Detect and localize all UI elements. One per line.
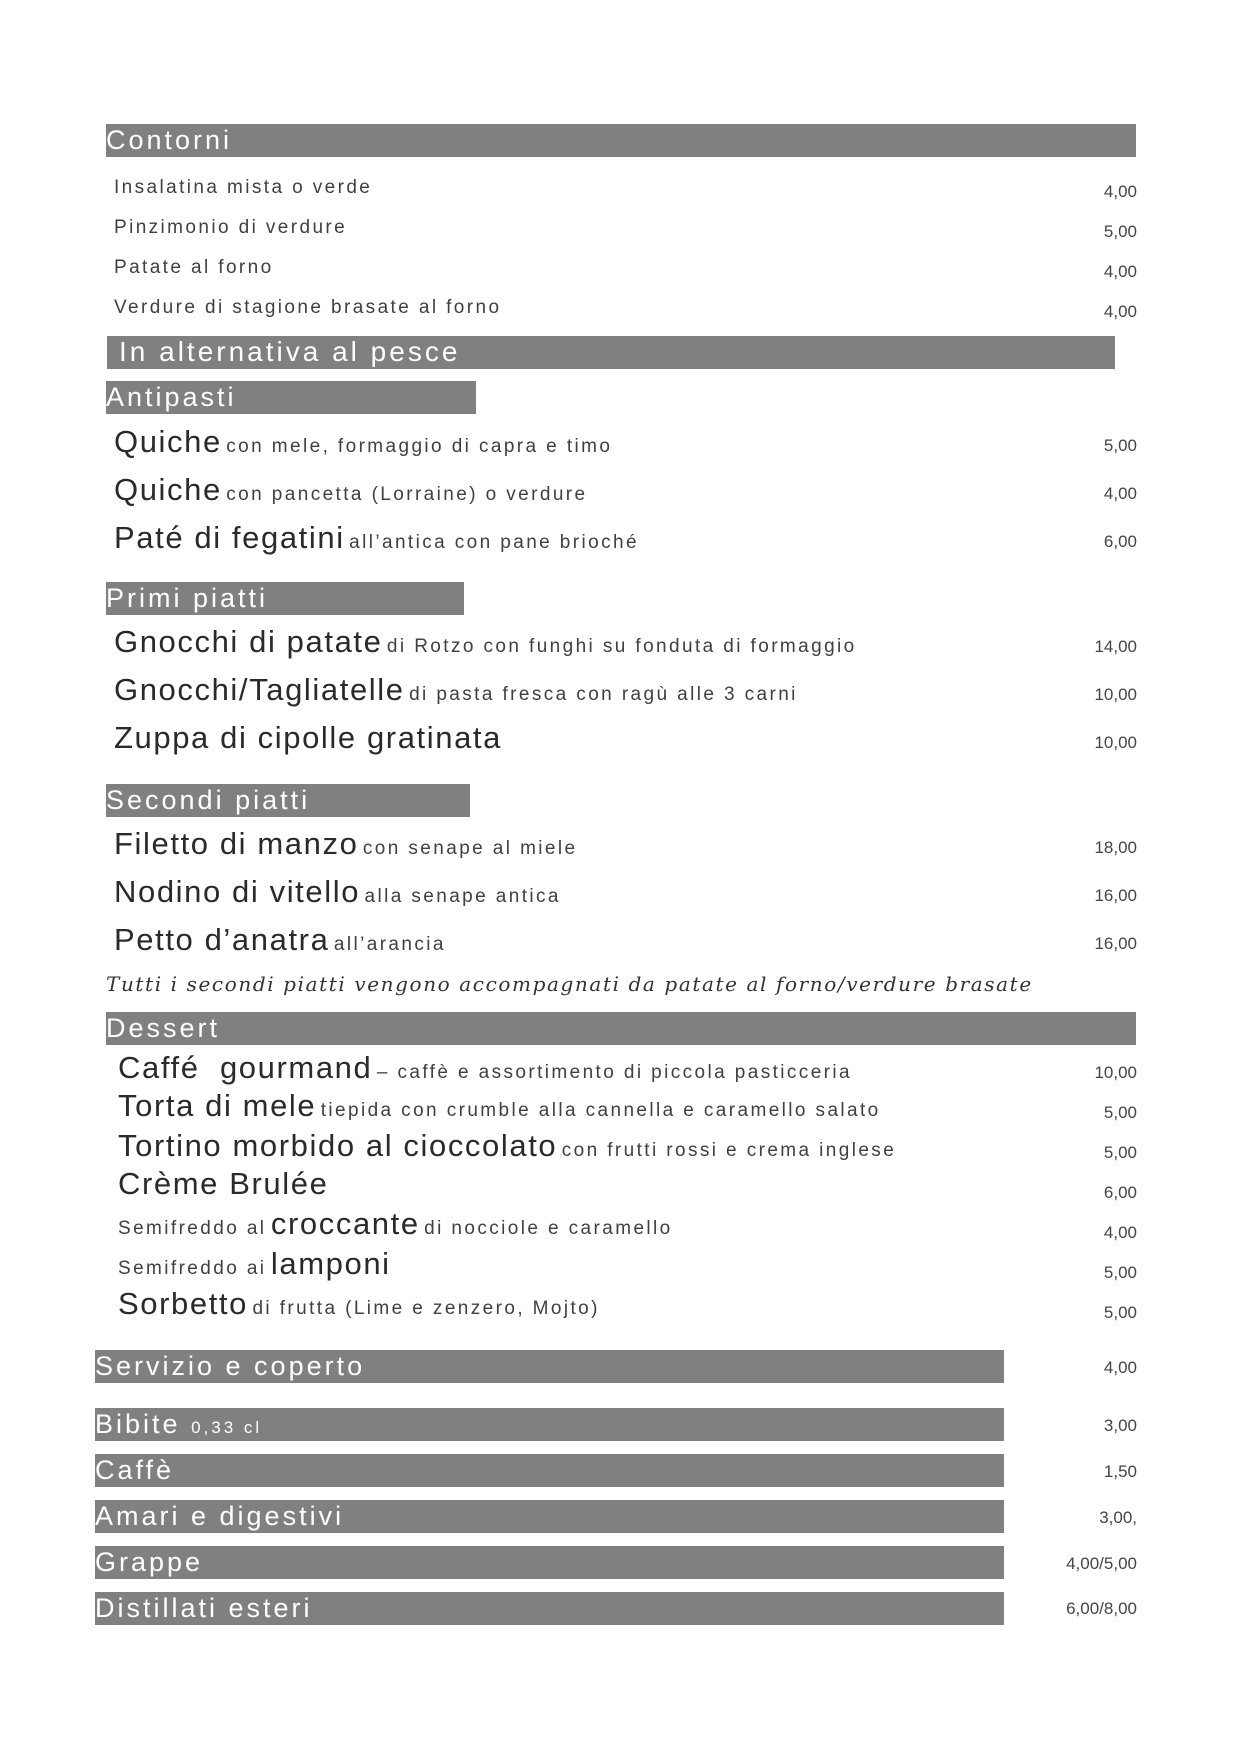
extra-price: 3,00	[1103, 1416, 1137, 1435]
menu-item	[114, 520, 639, 556]
item-name: Caffé gourmand	[118, 1050, 373, 1085]
item-name: Quiche	[114, 472, 222, 507]
extra-row-grappe	[95, 1546, 1004, 1579]
item-price: 5,00	[1103, 1103, 1137, 1122]
item-price: 5,00	[1103, 1303, 1137, 1322]
section-title: Antipasti	[106, 382, 237, 412]
extra-row-bibite	[95, 1408, 1004, 1441]
item-name: Verdure di stagione brasate al forno	[114, 297, 502, 318]
item-price: 4,00	[1103, 484, 1137, 503]
section-header-contorni	[106, 124, 1136, 157]
extra-title: Amari e digestivi	[95, 1501, 345, 1531]
menu-item	[118, 1128, 896, 1164]
extra-row-distillati	[95, 1592, 1004, 1625]
extra-title: Bibite	[95, 1409, 181, 1439]
section-title: Contorni	[106, 125, 233, 155]
menu-item	[118, 1166, 328, 1202]
extra-price: 3,00,	[1099, 1508, 1137, 1527]
menu-item	[114, 874, 561, 910]
item-desc: di Rotzo con funghi su fonduta di formaggio	[386, 636, 857, 657]
item-name: Crème Brulée	[118, 1166, 329, 1201]
menu-item	[114, 424, 612, 460]
item-desc: all’antica con pane brioché	[349, 532, 639, 553]
extra-title: Servizio e coperto	[95, 1351, 366, 1381]
item-name: croccante	[270, 1206, 420, 1241]
section-title: Dessert	[106, 1013, 221, 1043]
item-desc: tiepida con crumble alla cannella e caramello salato	[320, 1100, 881, 1121]
item-price: 4,00	[1103, 182, 1137, 201]
extra-row-amari	[95, 1500, 1004, 1533]
item-prefix: Semifreddo ai	[118, 1258, 267, 1279]
section-header-primi	[106, 582, 464, 615]
item-desc: di frutta (Lime e zenzero, Mojto)	[252, 1298, 600, 1319]
item-price: 14,00	[1094, 637, 1137, 656]
item-name: Tortino morbido al cioccolato	[118, 1128, 558, 1163]
menu-item	[118, 1286, 600, 1322]
extra-title: Caffè	[95, 1455, 175, 1485]
item-name: Sorbetto	[118, 1286, 248, 1321]
extra-subtitle: 0,33 cl	[191, 1418, 263, 1437]
item-price: 16,00	[1094, 934, 1137, 953]
item-desc: con frutti rossi e crema inglese	[561, 1140, 897, 1161]
item-name: lamponi	[270, 1246, 391, 1281]
menu-item	[118, 1050, 852, 1086]
item-prefix: Semifreddo al	[118, 1218, 267, 1239]
extra-row-servizio	[95, 1350, 1004, 1383]
extra-title: Grappe	[95, 1547, 204, 1577]
item-price: 16,00	[1094, 886, 1137, 905]
item-price: 4,00	[1103, 302, 1137, 321]
item-desc: con pancetta (Lorraine) o verdure	[226, 484, 588, 505]
item-name: Gnocchi/Tagliatelle	[114, 672, 405, 707]
item-desc: di pasta fresca con ragù alle 3 carni	[409, 684, 798, 705]
menu-item	[114, 922, 446, 958]
extra-price: 6,00/8,00	[1066, 1599, 1137, 1618]
item-price: 4,00	[1103, 262, 1137, 281]
menu-item	[114, 177, 372, 199]
item-desc: con mele, formaggio di capra e timo	[226, 436, 613, 457]
section-title: In alternativa al pesce	[119, 336, 461, 367]
menu-item	[114, 257, 274, 279]
item-name: Torta di mele	[118, 1088, 317, 1123]
section-header-dessert	[106, 1012, 1136, 1045]
item-name: Insalatina mista o verde	[114, 177, 373, 198]
menu-item	[114, 472, 587, 508]
section-header-secondi	[106, 784, 470, 817]
menu-item	[118, 1206, 673, 1242]
menu-item	[114, 217, 347, 239]
item-name: Zuppa di cipolle gratinata	[114, 720, 502, 755]
item-price: 6,00	[1103, 532, 1137, 551]
section-title: Secondi piatti	[106, 785, 311, 815]
menu-item	[114, 720, 502, 756]
item-name: Quiche	[114, 424, 222, 459]
item-price: 10,00	[1094, 1063, 1137, 1082]
secondi-note: Tutti i secondi piatti vengono accompagnati da patate al forno/verdure brasate	[106, 972, 1033, 996]
item-desc: all’arancia	[333, 934, 446, 955]
item-desc: con senape al miele	[362, 838, 578, 859]
extra-price: 4,00/5,00	[1066, 1554, 1137, 1573]
menu-item	[114, 297, 501, 319]
item-name: Paté di fegatini	[114, 520, 345, 555]
item-price: 5,00	[1103, 1263, 1137, 1282]
item-name: Filetto di manzo	[114, 826, 359, 861]
section-header-alternativa	[107, 336, 1115, 369]
item-name: Petto d’anatra	[114, 922, 330, 957]
item-price: 5,00	[1103, 222, 1137, 241]
item-price: 10,00	[1094, 733, 1137, 752]
extra-title: Distillati esteri	[95, 1593, 313, 1623]
item-name: Patate al forno	[114, 257, 274, 278]
extra-price: 4,00	[1103, 1358, 1137, 1377]
item-name: Pinzimonio di verdure	[114, 217, 348, 238]
item-price: 4,00	[1103, 1223, 1137, 1242]
item-desc: – caffè e assortimento di piccola pasticceria	[376, 1062, 852, 1083]
item-price: 5,00	[1103, 436, 1137, 455]
menu-item	[118, 1246, 391, 1282]
menu-item	[114, 826, 577, 862]
extra-row-caffe	[95, 1454, 1004, 1487]
item-desc: di nocciole e caramello	[424, 1218, 673, 1239]
item-name: Gnocchi di patate	[114, 624, 383, 659]
menu-item	[114, 672, 798, 708]
menu-item	[114, 624, 857, 660]
item-price: 10,00	[1094, 685, 1137, 704]
item-price: 18,00	[1094, 838, 1137, 857]
menu-item	[118, 1088, 881, 1124]
item-name: Nodino di vitello	[114, 874, 361, 909]
extra-price: 1,50	[1103, 1462, 1137, 1481]
item-desc: alla senape antica	[364, 886, 561, 907]
section-header-antipasti	[106, 381, 476, 414]
section-title: Primi piatti	[106, 583, 269, 613]
item-price: 5,00	[1103, 1143, 1137, 1162]
item-price: 6,00	[1103, 1183, 1137, 1202]
